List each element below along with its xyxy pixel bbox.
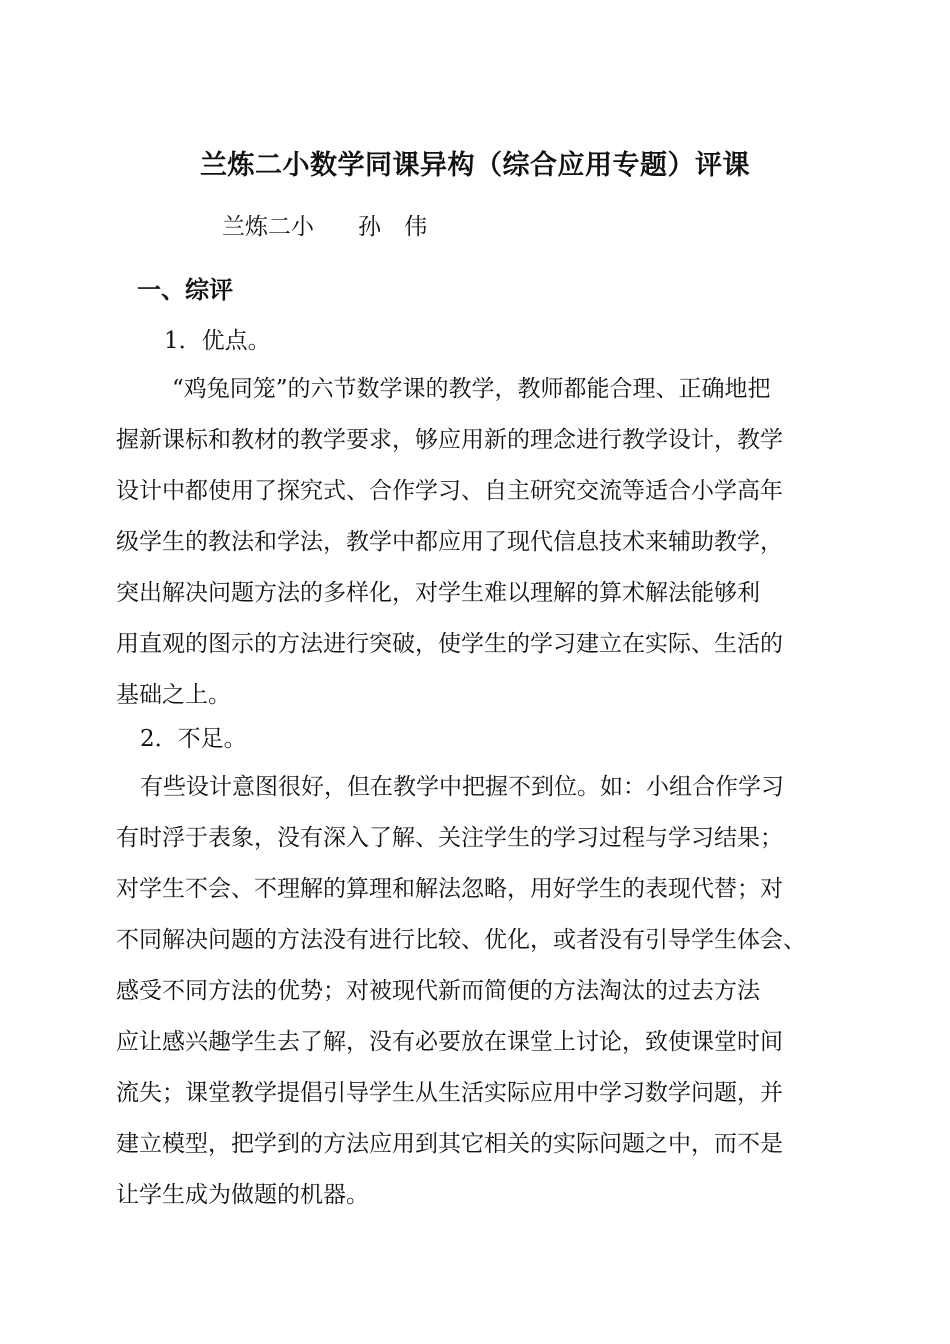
paragraph-line: “鸡兔同笼”的六节数学课的教学，教师都能合理、正确地把	[172, 376, 771, 402]
paragraph-line: 握新课标和教材的教学要求，够应用新的理念进行教学设计，教学	[116, 427, 783, 453]
paragraph-line: 让学生成为做题的机器。	[116, 1182, 369, 1208]
paragraph-line: 基础之上。	[116, 682, 231, 708]
author-school: 兰炼二小	[222, 214, 314, 240]
paragraph-line: 有时浮于表象，没有深入了解、关注学生的学习过程与学习结果；	[116, 825, 783, 851]
subheading-strengths: 1．优点。	[164, 328, 271, 354]
author-line	[222, 208, 435, 241]
paragraph-weaknesses	[116, 762, 846, 1221]
paragraph-line: 级学生的教法和学法，教学中都应用了现代信息技术来辅助教学，	[116, 529, 783, 555]
paragraph-line: 有些设计意图很好，但在教学中把握不到位。如：小组合作学习	[140, 774, 784, 800]
paragraph-line: 对学生不会、不理解的算理和解法忽略，用好学生的表现代替；对	[116, 876, 783, 902]
paragraph-line: 用直观的图示的方法进行突破，使学生的学习建立在实际、生活的	[116, 631, 783, 657]
author-name: 孙 伟	[358, 214, 436, 240]
document-title: 兰炼二小数学同课异构（综合应用专题）评课	[200, 150, 750, 181]
paragraph-line: 设计中都使用了探究式、合作学习、自主研究交流等适合小学高年	[116, 478, 783, 504]
paragraph-line: 不同解决问题的方法没有进行比较、优化，或者没有引导学生体会、	[116, 927, 806, 953]
subheading-weaknesses: 2．不足。	[140, 726, 247, 752]
paragraph-line: 应让感兴趣学生去了解，没有必要放在课堂上讨论，致使课堂时间	[116, 1029, 783, 1055]
paragraph-line: 流失；课堂教学提倡引导学生从生活实际应用中学习数学问题，并	[116, 1080, 783, 1106]
paragraph-line: 建立模型，把学到的方法应用到其它相关的实际问题之中，而不是	[116, 1131, 783, 1157]
paragraph-line: 感受不同方法的优势；对被现代新而简便的方法淘汰的过去方法	[116, 978, 760, 1004]
section-heading-overview: 一、综评	[137, 275, 233, 304]
paragraph-strengths	[116, 364, 846, 721]
paragraph-line: 突出解决问题方法的多样化，对学生难以理解的算术解法能够利	[116, 580, 760, 606]
